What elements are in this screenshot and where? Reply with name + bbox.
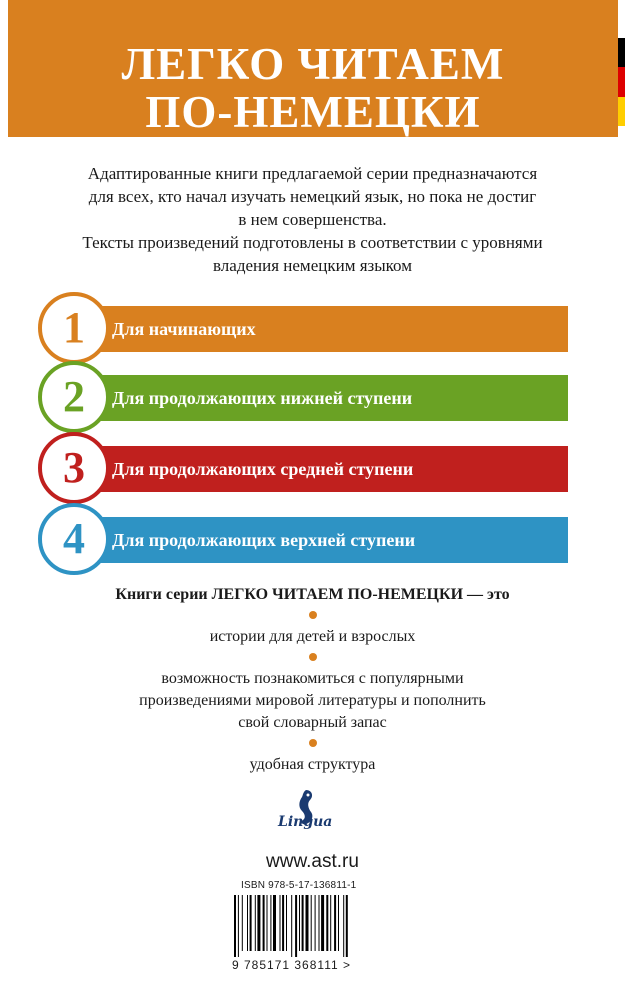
barcode-bar (257, 895, 260, 951)
bullet-icon (309, 739, 317, 747)
series-title-line1: ЛЕГКО ЧИТАЕМ (121, 39, 505, 89)
barcode-bar (238, 895, 239, 957)
barcode-bar (311, 895, 312, 951)
level-2 (38, 361, 568, 435)
level-2-label: Для продолжающих нижней ступени (112, 388, 413, 408)
barcode-bar (295, 895, 297, 957)
barcode-bar (338, 895, 339, 951)
level-3 (38, 432, 568, 506)
barcode (232, 895, 392, 957)
barcode-bar (267, 895, 268, 951)
intro-line: для всех, кто начал изучать немецкий язык, но пока не достиг (88, 187, 537, 206)
series-title-line2: ПО-НЕМЕЦКИ (145, 87, 481, 137)
barcode-bar (282, 895, 284, 951)
feature-item: свой словарный запас (238, 714, 387, 731)
barcode-bar (334, 895, 336, 951)
feature-item: возможность познакомиться с популярными (161, 670, 464, 687)
barcode-bar (299, 895, 300, 951)
barcode-bar (270, 895, 271, 951)
barcode-bar (286, 895, 287, 951)
barcode-bar (330, 895, 331, 951)
barcode-bar (242, 895, 243, 951)
level-1 (38, 292, 568, 366)
barcode-number: 9 785171 368111 > (232, 958, 351, 972)
intro-line: в нем совершенства. (238, 210, 387, 229)
barcode-bar (306, 895, 309, 951)
level-3-number: 3 (38, 432, 110, 504)
barcode-bar (263, 895, 265, 951)
publisher-logo (272, 788, 352, 836)
barcode-bar (247, 895, 248, 951)
level-3-label: Для продолжающих средней ступени (112, 459, 414, 479)
intro-line: владения немецким языком (213, 256, 412, 275)
intro-line: Тексты произведений подготовлены в соответствии с уровнями (82, 233, 543, 252)
series-header (8, 0, 618, 137)
barcode-bar (234, 895, 236, 957)
level-2-number: 2 (38, 361, 110, 433)
level-1-number: 1 (38, 292, 110, 364)
level-4-number: 4 (38, 503, 110, 575)
barcode-bar (255, 895, 256, 951)
website-url[interactable]: www.ast.ru (266, 851, 359, 872)
barcode-bar (273, 895, 276, 951)
barcode-bar (343, 895, 344, 957)
barcode-bar (250, 895, 252, 951)
features-list (20, 584, 605, 776)
level-4 (38, 503, 568, 577)
barcode-bar (326, 895, 328, 951)
feature-item: истории для детей и взрослых (209, 628, 416, 645)
bullet-icon (309, 653, 317, 661)
level-1-label: Для начинающих (112, 319, 256, 339)
barcode-bar (315, 895, 316, 951)
barcode-bar (319, 895, 320, 951)
feature-item: произведениями мировой литературы и пополнить (139, 692, 486, 709)
german-flag-icon (618, 38, 625, 126)
features-heading: Книги серии ЛЕГКО ЧИТАЕМ ПО-НЕМЕЦКИ — это (115, 586, 510, 603)
barcode-bar (280, 895, 281, 951)
feature-item: удобная структура (249, 756, 376, 773)
barcode-bar (346, 895, 348, 957)
barcode-bar (291, 895, 292, 957)
intro-line: Адаптированные книги предлагаемой серии предназначаются (87, 164, 538, 183)
level-4-label: Для продолжающих верхней ступени (112, 530, 416, 550)
intro-text (20, 162, 605, 277)
series-title (8, 0, 618, 136)
bullet-icon (309, 611, 317, 619)
isbn-text: ISBN 978-5-17-136811-1 (241, 880, 357, 891)
barcode-bar (302, 895, 304, 951)
barcode-bar (321, 895, 324, 951)
logo-wordmark: Lingua (278, 814, 333, 830)
